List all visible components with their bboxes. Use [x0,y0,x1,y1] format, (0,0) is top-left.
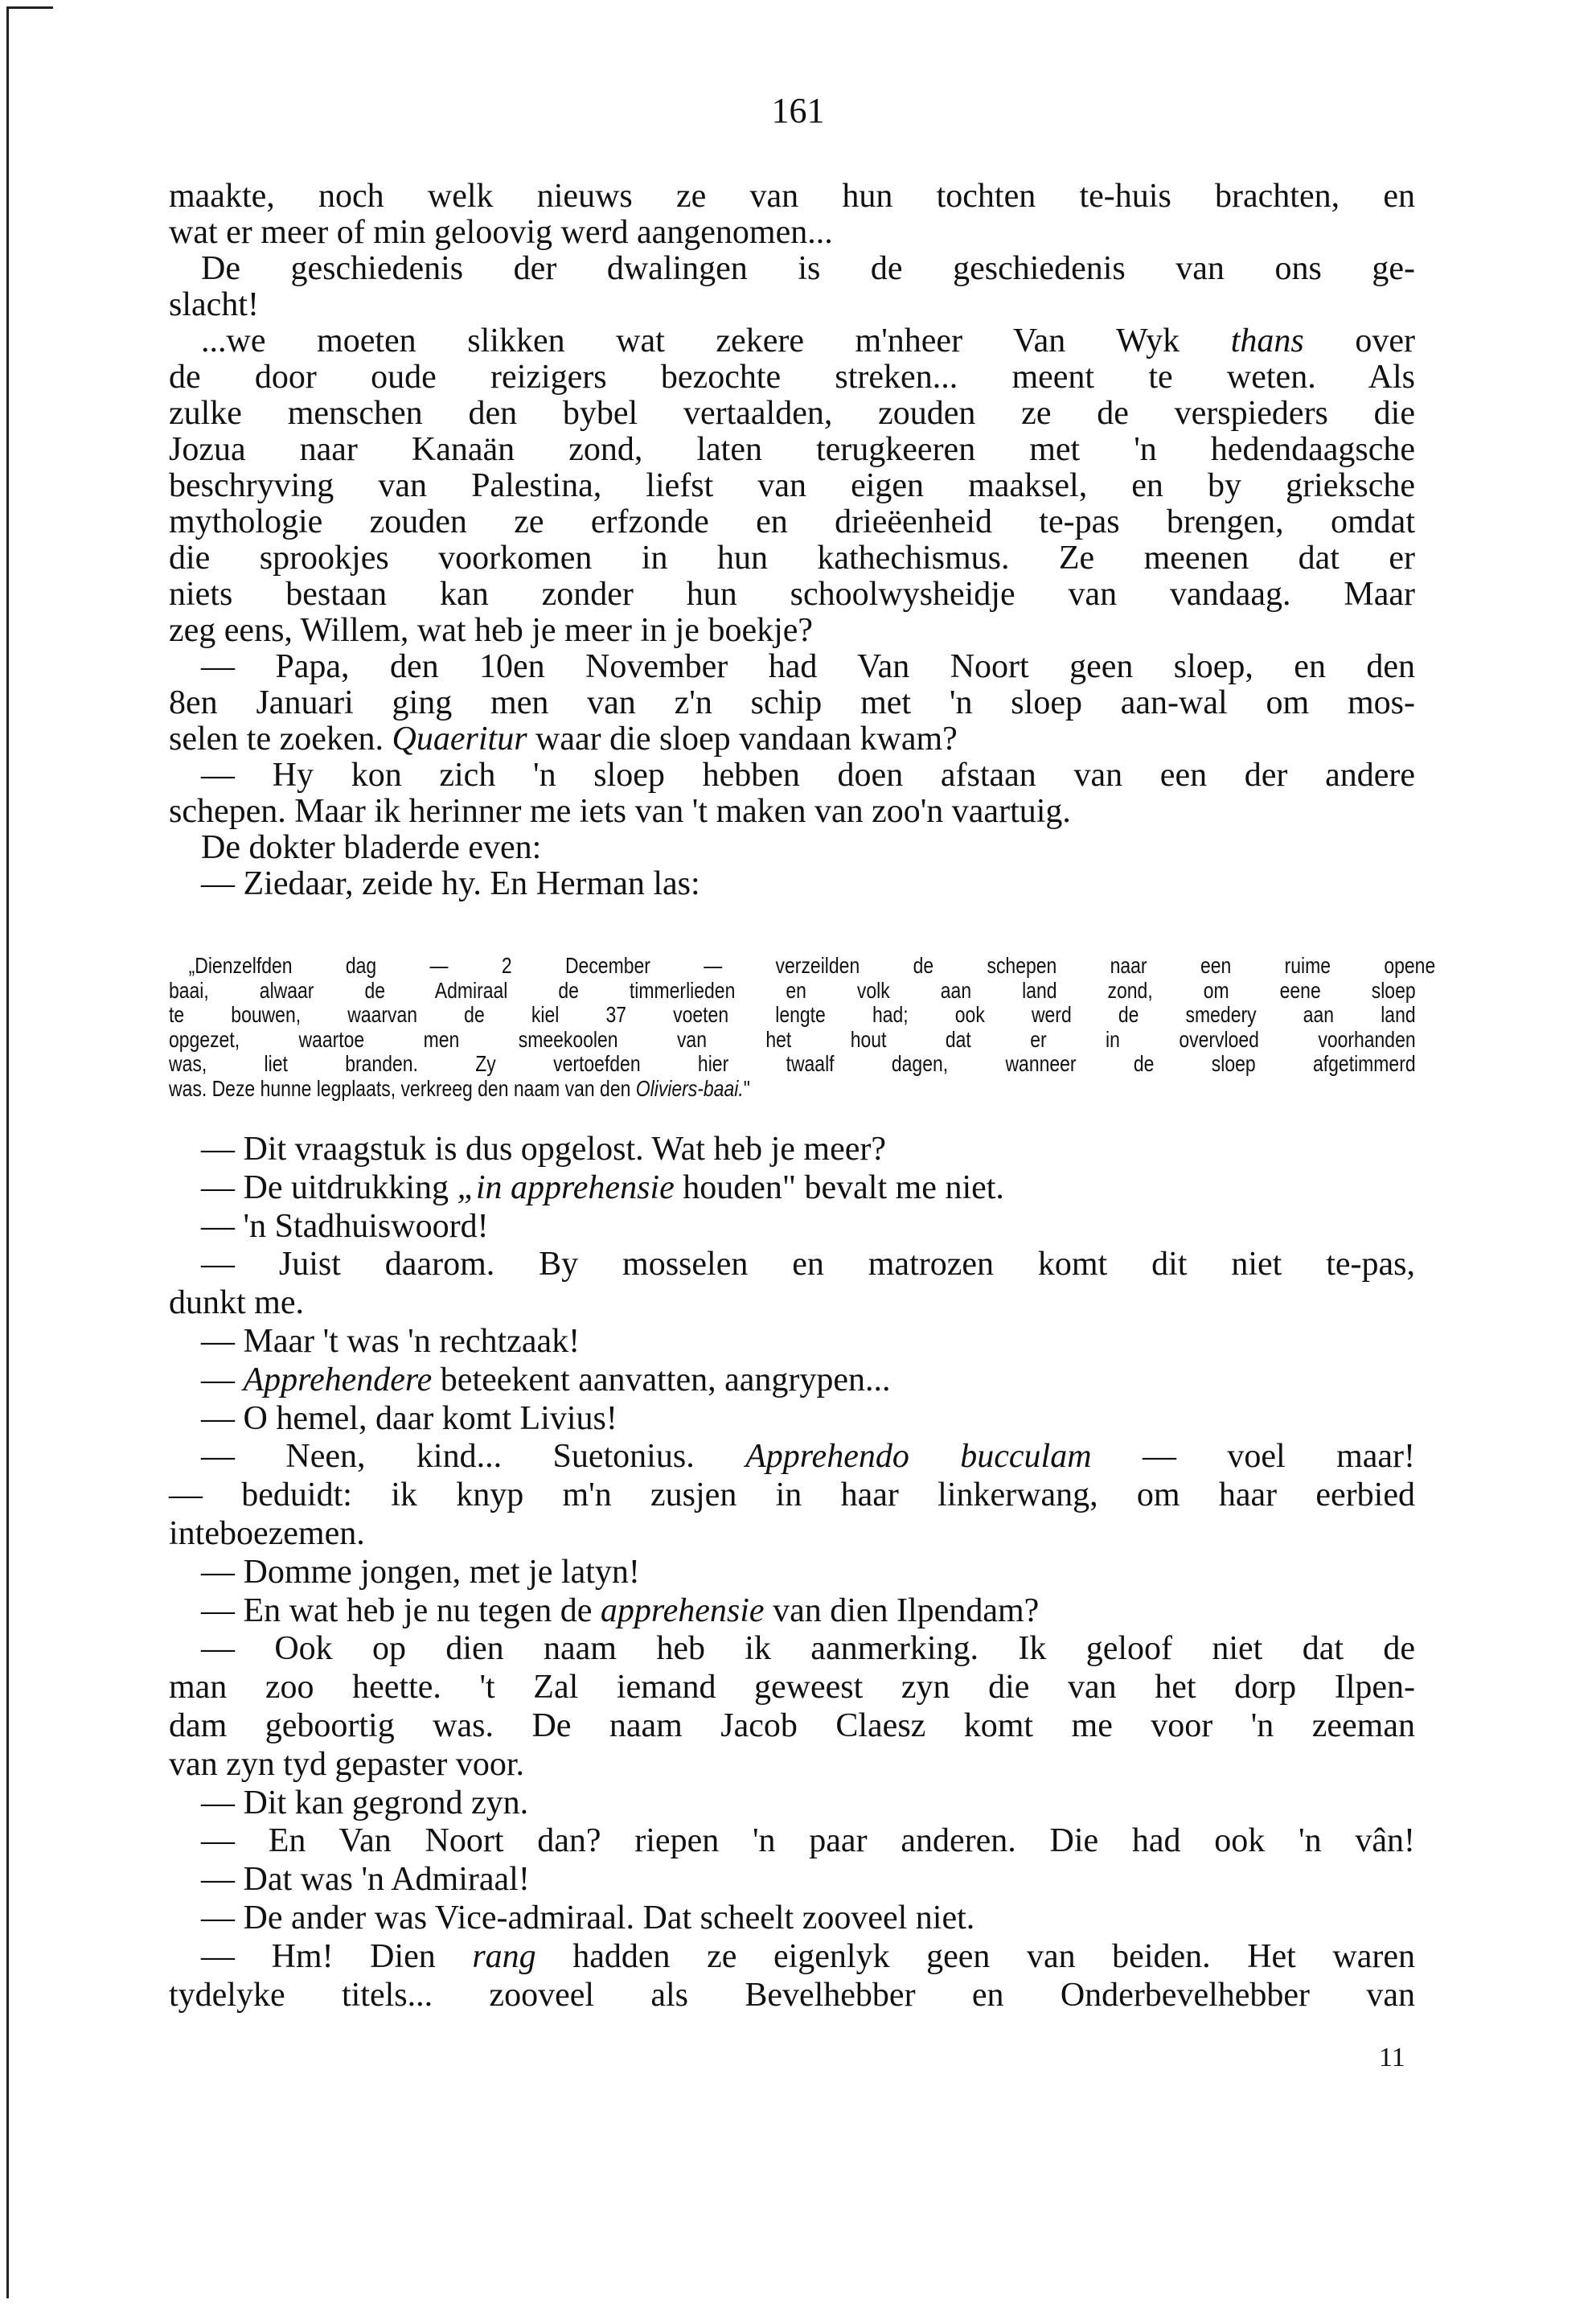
text-line [169,179,1415,215]
text-line [169,1246,1415,1284]
text-segment: ...we moeten slikken wat zekere m'nheer Van Wyk [201,322,1231,359]
italic-text: thans [1230,322,1304,359]
text-segment: — Maar 't was 'n rechtzaak! [201,1322,581,1360]
text-line [169,1003,1416,1028]
text-segment: was. Deze hunne legplaats, verkreeg den naam van den [169,1075,636,1101]
body-text-top [169,179,1415,902]
text-line [169,1707,1415,1746]
text-segment: man zoo heette. 't Zal iemand geweest zyn die van het dorp Ilpen- [169,1669,1415,1706]
text-segment: van dien Ilpendam? [764,1591,1040,1629]
text-line [169,1746,1415,1784]
text-line [169,1131,1415,1169]
text-segment: beteekent aanvatten, aangrypen... [432,1361,891,1398]
text-segment: zeg eens, Willem, wat heb je meer in je boekje? [169,612,814,649]
text-line [169,540,1415,577]
italic-text: apprehensie [600,1591,765,1629]
text-line [169,215,1415,251]
text-line [169,1169,1415,1208]
text-segment: dam geboortig was. De naam Jacob Claesz komt me voor 'n zeeman [169,1706,1415,1744]
text-line [169,649,1415,685]
text-segment: — Hy kon zich 'n sloep hebben doen afstaan van een der andere [201,757,1415,794]
text-segment: beschryving van Palestina, liefst van eigen maaksel, en by grieksche [169,467,1415,504]
text-segment: 8en Januari ging men van z'n schip met 'n sloep aan-wal om mos- [169,684,1415,721]
text-line [169,1208,1415,1246]
text-segment: te bouwen, waarvan de kiel 37 voeten lengte had; ook werd de smedery aan land [169,1002,1416,1027]
text-line [169,251,1415,287]
text-segment: schepen. Maar ik herinner me iets van 't maken van zoo'n vaartuig. [169,793,1071,830]
text-segment: — Ziedaar, zeide hy. En Herman las: [201,865,700,902]
scan-border-top [6,6,53,9]
text-segment: maakte, noch welk nieuws ze van hun tochten te-huis brachten, en [169,178,1415,215]
italic-text: rang [472,1937,536,1975]
text-segment: — beduidt: ik knyp m'n zusjen in haar linkerwang, om haar eerbied [169,1476,1415,1514]
text-segment: houden" bevalt me niet. [674,1168,1004,1206]
italic-text: Apprehendo bucculam [745,1438,1092,1476]
text-segment: van zyn tyd gepaster voor. [169,1745,525,1783]
text-segment: tydelyke titels... zooveel als Bevelhebber en Onderbevelhebber van [169,1976,1415,2014]
text-line [169,1476,1415,1515]
text-segment: — Ook op dien naam heb ik aanmerking. Ik geloof niet dat de [201,1630,1415,1668]
text-segment: — Neen, kind... Suetonius. [201,1438,746,1476]
text-line [169,1938,1415,1977]
text-segment: — Domme jongen, met je latyn! [201,1553,640,1591]
text-segment: — Dat was 'n Admiraal! [201,1861,530,1899]
text-segment: — De uitdrukking [201,1168,457,1206]
text-line [169,613,1415,649]
text-line [169,830,1415,866]
text-line [169,685,1415,721]
text-segment: zulke menschen den bybel vertaalden, zouden ze de verspieders die [169,395,1415,432]
text-segment: — voel maar! [1091,1438,1415,1476]
text-segment: — Hm! Dien [201,1937,473,1975]
text-segment: opgezet, waartoe men smeekoolen van het hout dat er in overvloed voorhanden [169,1026,1416,1052]
text-segment: selen te zoeken. [169,721,392,758]
text-line [169,359,1415,396]
text-line [169,504,1415,540]
text-segment: Jozua naar Kanaän zond, laten terugkeeren met 'n hedendaagsche [169,431,1415,468]
quoted-passage [169,953,1436,1101]
text-line [169,954,1435,979]
text-segment: hadden ze eigenlyk geen van beiden. Het waren [535,1937,1415,1975]
text-line [169,979,1416,1004]
text-line [169,1554,1415,1592]
text-segment: De dokter bladerde even: [201,829,542,866]
text-segment: „Dienzelfden dag — 2 December — verzeilden de schepen naar een ruime opene [188,953,1436,978]
text-line [169,866,1415,902]
text-line [169,287,1415,323]
text-line [169,1077,1416,1102]
body-text-bottom [169,1131,1415,2014]
text-line [169,1630,1415,1669]
text-line [169,1438,1415,1476]
text-segment: — De ander was Vice-admiraal. Dat scheelt zooveel niet. [201,1899,975,1936]
text-line [169,1028,1416,1053]
text-segment: — 'n Stadhuiswoord! [201,1207,489,1245]
italic-text: Quaeritur [392,721,527,758]
italic-text: Apprehendere [243,1361,433,1398]
text-line [169,432,1415,468]
text-segment: dunkt me. [169,1284,304,1322]
text-segment: wat er meer of min geloovig werd aangenomen... [169,214,833,251]
text-line [169,758,1415,794]
text-line [169,323,1415,359]
page-number: 161 [771,91,825,130]
text-line [169,468,1415,504]
text-segment: — En wat heb je nu tegen de [201,1591,601,1629]
text-segment: — [201,1361,244,1398]
italic-text: „in apprehensie [457,1168,675,1206]
text-segment: inteboezemen. [169,1514,365,1552]
text-segment: die sprookjes voorkomen in hun kathechismus. Ze meenen dat er [169,540,1415,577]
text-line [169,1822,1415,1861]
text-segment: de door oude reizigers bezochte streken... meent te weten. Als [169,359,1415,396]
text-segment: was, liet branden. Zy vertoefden hier twaalf dagen, wanneer de sloep afgetimmerd [169,1051,1416,1076]
text-segment: — Juist daarom. By mosselen en matrozen komt dit niet te-pas, [201,1246,1415,1283]
text-segment: — Papa, den 10en November had Van Noort geen sloep, en den [201,648,1415,685]
text-segment: — En Van Noort dan? riepen 'n paar anderen. Die had ook 'n vân! [201,1822,1415,1860]
italic-text: Oliviers-baai. [635,1075,744,1101]
text-segment: — O hemel, daar komt Livius! [201,1399,617,1437]
text-line [169,577,1415,613]
text-segment: niets bestaan kan zonder hun schoolwysheidje van vandaag. Maar [169,576,1415,613]
text-segment: mythologie zouden ze erfzonde en drieëenheid te-pas brengen, omdat [169,503,1415,540]
text-line [169,794,1415,830]
text-line [169,1400,1415,1439]
text-segment: slacht! [169,286,259,323]
text-line [169,1899,1415,1938]
text-segment: baai, alwaar de Admiraal de timmerlieden en volk aan land zond, om eene sloep [169,977,1416,1003]
scan-border-left [6,6,9,2298]
text-segment: De geschiedenis der dwalingen is de geschiedenis van ons ge- [201,250,1415,287]
text-line [169,1284,1415,1323]
text-line [169,1977,1415,2015]
text-segment: — Dit kan gegrond zyn. [201,1784,529,1821]
text-segment: — Dit vraagstuk is dus opgelost. Wat heb je meer? [201,1131,886,1168]
text-segment: waar die sloep vandaan kwam? [527,721,958,758]
text-segment: over [1303,322,1415,359]
text-line [169,1669,1415,1707]
text-line [169,1361,1415,1400]
text-line [169,1323,1415,1361]
text-line [169,1861,1415,1899]
text-line [169,1052,1416,1077]
signature-mark: 11 [1379,2043,1405,2072]
text-line [169,721,1415,758]
text-line [169,1592,1415,1631]
text-segment: " [743,1075,750,1101]
text-line [169,1515,1415,1554]
text-line [169,1784,1415,1823]
text-line [169,396,1415,432]
